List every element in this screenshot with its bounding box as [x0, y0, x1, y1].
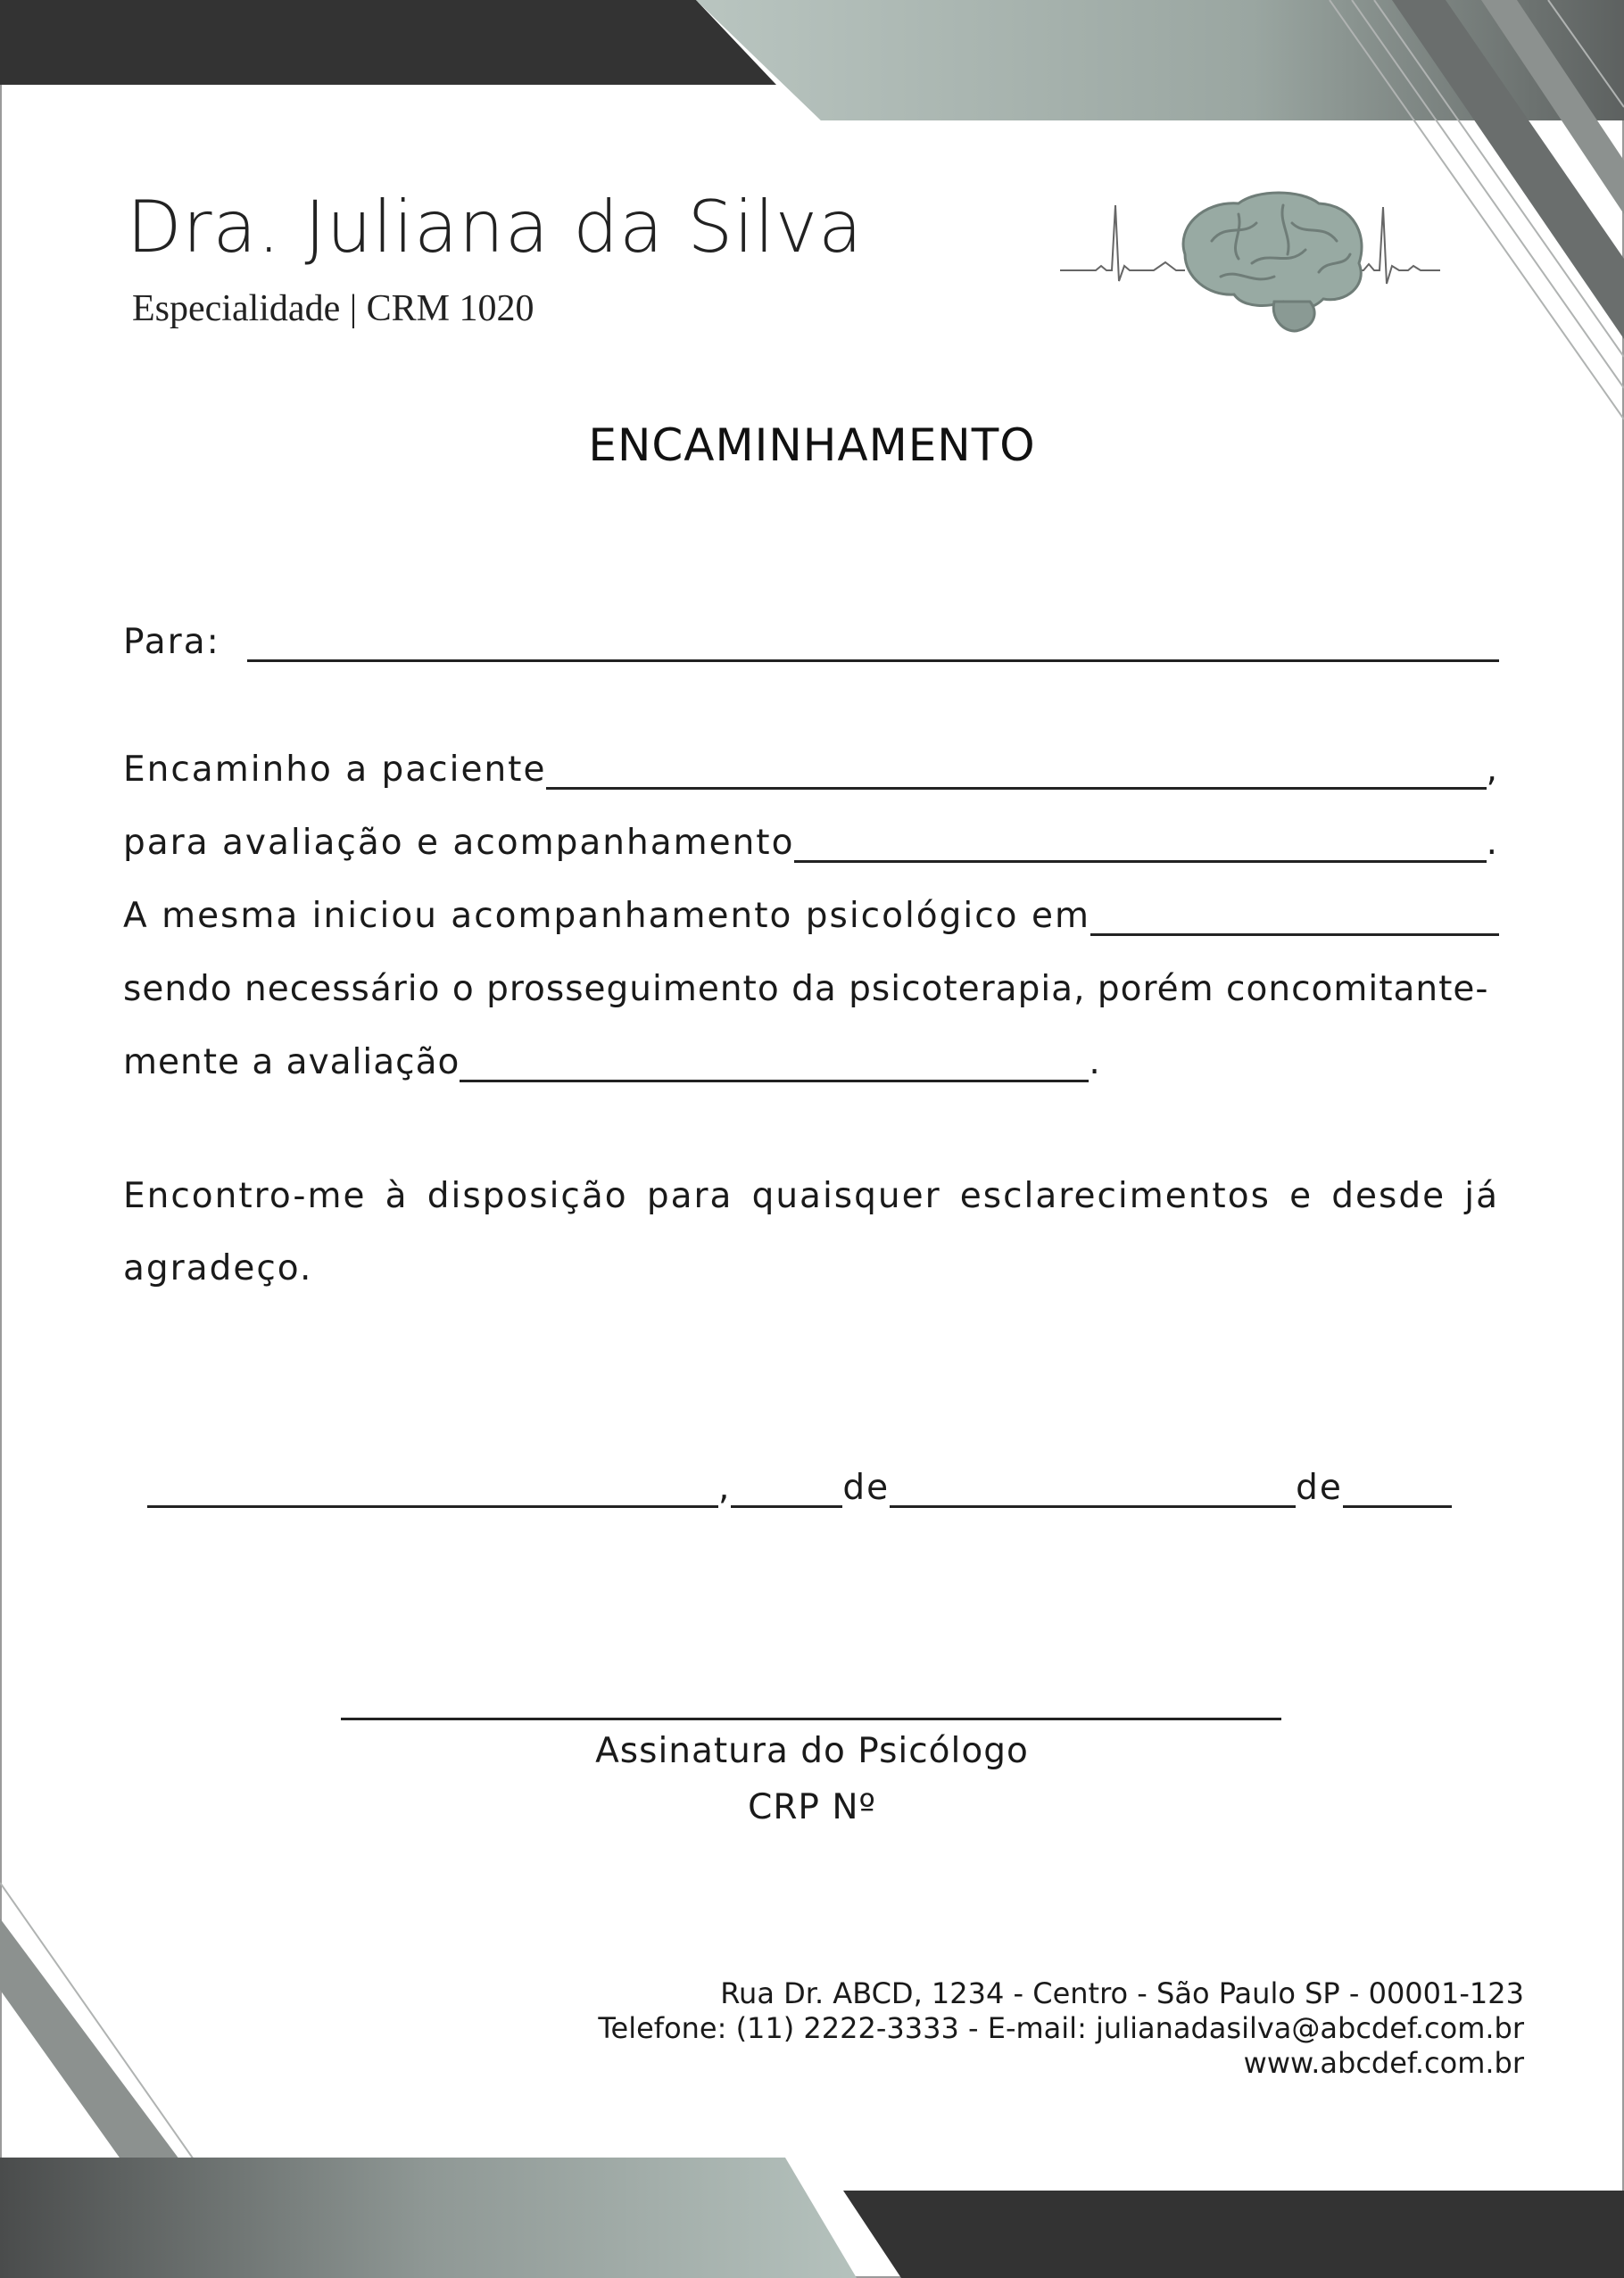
concurrent-text: mente a avaliação [123, 1042, 460, 1082]
continuation-row [123, 969, 1499, 1009]
footer-website: www.abcdef.com.br [1243, 2046, 1524, 2080]
concurrent-period: . [1089, 1042, 1102, 1082]
signature-label: Assinatura do Psicólogo [595, 1731, 1029, 1771]
recipient-field[interactable] [247, 625, 1499, 662]
top-dark-band [0, 0, 776, 85]
patient-text: Encaminho a paciente [123, 750, 547, 790]
start-text: A mesma iniciou acompanhamento psicológico em [123, 896, 1090, 936]
patient-name-field[interactable] [546, 753, 1486, 790]
brain-heartbeat-icon [1060, 187, 1440, 339]
year-field[interactable] [1343, 1471, 1452, 1508]
document-title: ENCAMINHAMENTO [588, 419, 1036, 471]
day-field[interactable] [731, 1471, 842, 1508]
continuation-text: sendo necessário o prosseguimento da psicoterapia, porém concomitante- [123, 969, 1489, 1009]
patient-comma: , [1486, 750, 1499, 790]
signature-line[interactable] [341, 1718, 1281, 1720]
evaluation-row [123, 823, 1499, 863]
footer-address: Rua Dr. ABCD, 1234 - Centro - São Paulo SP - 00001-123 [720, 1976, 1524, 2010]
date-comma: , [718, 1468, 732, 1508]
start-date-field[interactable] [1090, 899, 1499, 936]
evaluation-text: para avaliação e acompanhamento [123, 823, 795, 863]
patient-row [123, 750, 1499, 790]
start-row [123, 896, 1499, 936]
recipient-row [123, 622, 1499, 662]
concurrent-evaluation-field[interactable] [460, 1046, 1089, 1082]
date-de-2: de [1296, 1468, 1343, 1508]
recipient-label: Para: [123, 622, 220, 662]
crp-label: CRP Nº [748, 1787, 876, 1827]
city-field[interactable] [147, 1471, 718, 1508]
date-row [147, 1468, 1477, 1508]
evaluation-field[interactable] [794, 826, 1486, 863]
specialty-crm: Especialidade | CRM 1020 [132, 288, 534, 329]
bottom-dark-band [843, 2191, 1624, 2278]
doctor-name: Dra. Juliana da Silva [127, 186, 864, 269]
bottom-gradient-band [0, 2158, 857, 2278]
date-de-1: de [842, 1468, 891, 1508]
footer-phone-email: Telefone: (11) 2222-3333 - E-mail: julianadasilva@abcdef.com.br [598, 2011, 1524, 2045]
closing-paragraph: Encontro-me à disposição para quaisquer esclarecimentos e desde já agradeço. [123, 1176, 1499, 1288]
month-field[interactable] [890, 1471, 1296, 1508]
footer-contact [598, 1976, 1524, 2081]
concurrent-row [123, 1042, 1105, 1082]
evaluation-period: . [1486, 823, 1499, 863]
